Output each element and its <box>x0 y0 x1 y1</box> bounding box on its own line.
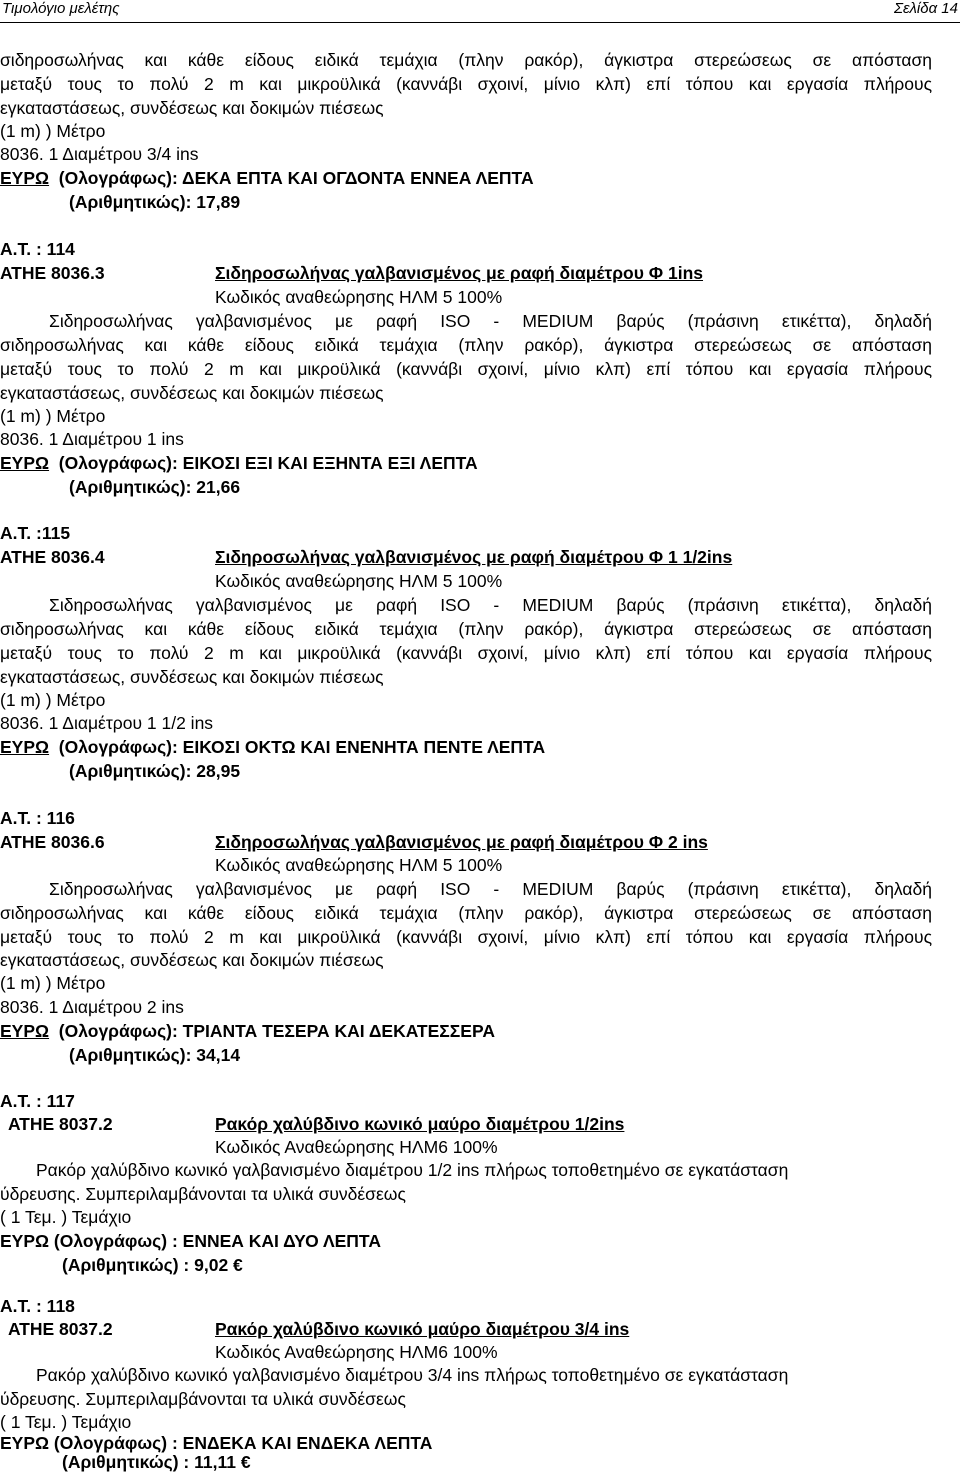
item-price-numeric: (Αριθμητικώς): 34,14 <box>69 1045 241 1065</box>
item-price-numeric: (Αριθμητικώς): 28,95 <box>69 761 241 781</box>
item-unit: (1 m) ) Μέτρο <box>0 973 106 993</box>
intro-line-3: εγκαταστάσεως, συνδέσεως και δοκιμών πιέσεως <box>0 98 384 118</box>
item-price-numeric: (Αριθμητικώς) : 11,11 € <box>62 1452 251 1472</box>
item-code-at: Α.Τ. : 118 <box>0 1296 75 1316</box>
item-desc-line-2: σιδηροσωλήνας και κάθε είδους ειδικά τεμάχια (πλην ρακόρ), άγκιστρα στερεώσεως σε απόσταση <box>0 619 932 639</box>
item-desc-line-4: εγκαταστάσεως, συνδέσεως και δοκιμών πιέσεως <box>0 950 384 970</box>
item-diameter-code: 8036. 1 Διαμέτρου 1 1/2 ins <box>0 713 214 733</box>
page-header <box>0 0 960 23</box>
item-desc-line-1: Σιδηροσωλήνας γαλβανισμένος με ραφή ISO - MEDIUM βαρύς (πράσινη ετικέττα), δηλαδή <box>49 879 932 899</box>
item-unit: (1 m) ) Μέτρο <box>0 690 106 710</box>
intro-unit: (1 m) ) Μέτρο <box>0 121 106 141</box>
item-title: Σιδηροσωλήνας γαλβανισμένος με ραφή διαμέτρου Φ 2 ins <box>215 832 708 852</box>
item-unit: ( 1 Τεμ. ) Τεμάχιο <box>0 1207 132 1227</box>
item-unit: ( 1 Τεμ. ) Τεμάχιο <box>0 1412 132 1432</box>
euro-label: ΕΥΡΩ <box>0 737 50 757</box>
item-code-at: Α.Τ. : 114 <box>0 239 75 259</box>
item-athe: ΑΤΗΕ 8036.3 <box>0 263 105 283</box>
euro-label: ΕΥΡΩ <box>0 168 50 188</box>
item-athe: ΑΤΗΕ 8037.2 <box>8 1319 113 1339</box>
item-desc-line-1: Σιδηροσωλήνας γαλβανισμένος με ραφή ISO - MEDIUM βαρύς (πράσινη ετικέττα), δηλαδή <box>49 595 932 615</box>
item-revision: Κωδικός Αναθεώρησης ΗΛΜ6 100% <box>215 1137 498 1157</box>
item-revision: Κωδικός αναθεώρησης ΗΛΜ 5 100% <box>215 855 503 875</box>
item-desc-line-2: ύδρευσης. Συμπεριλαμβάνονται τα υλικά συνδέσεως <box>0 1389 406 1409</box>
item-desc-line-1: Ρακόρ χαλύβδινο κωνικό γαλβανισμένο διαμέτρου 3/4 ins πλήρως τοποθετημένο σε εγκατάσταση <box>36 1365 789 1385</box>
item-desc-line-1: Σιδηροσωλήνας γαλβανισμένος με ραφή ISO - MEDIUM βαρύς (πράσινη ετικέττα), δηλαδή <box>49 311 932 331</box>
intro-line-2: μεταξύ τους το πολύ 2 m και μικροϋλικά (καννάβι σχοινί, μίνιο κλπ) επί τόπου και εργασία πλήρους <box>0 74 932 94</box>
item-revision: Κωδικός Αναθεώρησης ΗΛΜ6 100% <box>215 1342 498 1362</box>
item-title: Ρακόρ χαλύβδινο κωνικό μαύρο διαμέτρου 3/4 ins <box>215 1319 630 1339</box>
item-code-at: Α.Τ. : 116 <box>0 808 75 828</box>
item-athe: ΑΤΗΕ 8036.4 <box>0 547 105 567</box>
item-price-words: ΕΥΡΩ (Ολογράφως): ΕΙΚΟΣΙ ΕΞΙ ΚΑΙ ΕΞΗΝΤΑ ΕΞΙ ΛΕΠΤΑ <box>0 453 478 473</box>
item-code-at: Α.Τ. : 117 <box>0 1091 75 1111</box>
item-diameter-code: 8036. 1 Διαμέτρου 1 ins <box>0 429 184 449</box>
item-desc-line-1: Ρακόρ χαλύβδινο κωνικό γαλβανισμένο διαμέτρου 1/2 ins πλήρως τοποθετημένο σε εγκατάσταση <box>36 1160 789 1180</box>
item-desc-line-3: μεταξύ τους το πολύ 2 m και μικροϋλικά (καννάβι σχοινί, μίνιο κλπ) επί τόπου και εργασία πλήρους <box>0 927 932 947</box>
intro-price-words: ΕΥΡΩ (Ολογράφως): ΔΕΚΑ ΕΠΤΑ ΚΑΙ ΟΓΔΟΝΤΑ ΕΝΝΕΑ ΛΕΠΤΑ <box>0 168 534 188</box>
item-desc-line-2: ύδρευσης. Συμπεριλαμβάνονται τα υλικά συνδέσεως <box>0 1184 406 1204</box>
item-unit: (1 m) ) Μέτρο <box>0 406 106 426</box>
item-revision: Κωδικός αναθεώρησης ΗΛΜ 5 100% <box>215 287 503 307</box>
intro-price-numeric: (Αριθμητικώς): 17,89 <box>69 192 241 212</box>
item-price-words: ΕΥΡΩ (Ολογράφως) : ΕΝΝΕΑ ΚΑΙ ΔΥΟ ΛΕΠΤΑ <box>0 1231 381 1251</box>
item-desc-line-2: σιδηροσωλήνας και κάθε είδους ειδικά τεμάχια (πλην ρακόρ), άγκιστρα στερεώσεως σε απόσταση <box>0 903 932 923</box>
item-diameter-code: 8036. 1 Διαμέτρου 2 ins <box>0 997 184 1017</box>
item-title: Σιδηροσωλήνας γαλβανισμένος με ραφή διαμέτρου Φ 1ins <box>215 263 704 283</box>
item-price-numeric: (Αριθμητικώς): 21,66 <box>69 477 241 497</box>
item-title: Σιδηροσωλήνας γαλβανισμένος με ραφή διαμέτρου Φ 1 1/2ins <box>215 547 733 567</box>
item-athe: ΑΤΗΕ 8037.2 <box>8 1114 113 1134</box>
item-desc-line-3: μεταξύ τους το πολύ 2 m και μικροϋλικά (καννάβι σχοινί, μίνιο κλπ) επί τόπου και εργασία πλήρους <box>0 643 932 663</box>
item-desc-line-4: εγκαταστάσεως, συνδέσεως και δοκιμών πιέσεως <box>0 383 384 403</box>
item-desc-line-4: εγκαταστάσεως, συνδέσεως και δοκιμών πιέσεως <box>0 667 384 687</box>
item-title: Ρακόρ χαλύβδινο κωνικό μαύρο διαμέτρου 1/2ins <box>215 1114 625 1134</box>
header-title: Τιμολόγιο μελέτης <box>2 0 120 17</box>
intro-line-1: σιδηροσωλήνας και κάθε είδους ειδικά τεμάχια (πλην ρακόρ), άγκιστρα στερεώσεως σε απόσταση <box>0 50 932 70</box>
header-page-number: Σελίδα 14 <box>893 0 958 17</box>
item-price-words: ΕΥΡΩ (Ολογράφως) : ΕΝΔΕΚΑ ΚΑΙ ΕΝΔΕΚΑ ΛΕΠΤΑ <box>0 1433 433 1453</box>
intro-code: 8036. 1 Διαμέτρου 3/4 ins <box>0 144 199 164</box>
euro-label: ΕΥΡΩ <box>0 453 50 473</box>
item-code-at: Α.Τ. :115 <box>0 523 71 543</box>
item-price-words: ΕΥΡΩ (Ολογράφως): ΕΙΚΟΣΙ ΟΚΤΩ ΚΑΙ ΕΝΕΝΗΤΑ ΠΕΝΤΕ ΛΕΠΤΑ <box>0 737 546 757</box>
item-desc-line-3: μεταξύ τους το πολύ 2 m και μικροϋλικά (καννάβι σχοινί, μίνιο κλπ) επί τόπου και εργασία πλήρους <box>0 359 932 379</box>
item-price-numeric: (Αριθμητικώς) : 9,02 € <box>62 1255 243 1275</box>
item-desc-line-2: σιδηροσωλήνας και κάθε είδους ειδικά τεμάχια (πλην ρακόρ), άγκιστρα στερεώσεως σε απόσταση <box>0 335 932 355</box>
item-athe: ΑΤΗΕ 8036.6 <box>0 832 105 852</box>
item-price-words: ΕΥΡΩ (Ολογράφως): ΤΡΙΑΝΤΑ ΤΕΣΕΡΑ ΚΑΙ ΔΕΚΑΤΕΣΣΕΡΑ <box>0 1021 495 1041</box>
euro-label: ΕΥΡΩ <box>0 1021 50 1041</box>
item-revision: Κωδικός αναθεώρησης ΗΛΜ 5 100% <box>215 571 503 591</box>
